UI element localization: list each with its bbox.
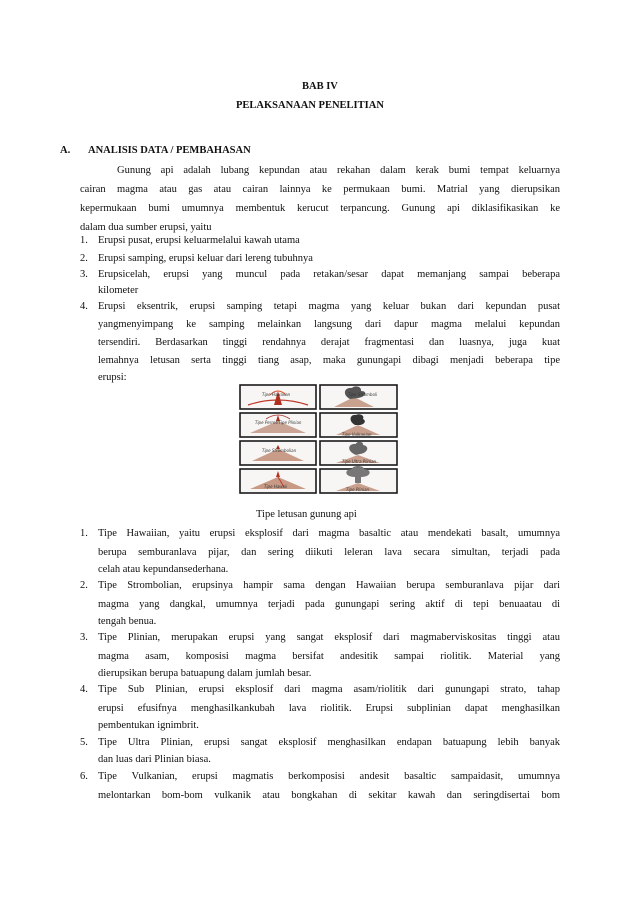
eruption-types-figure xyxy=(238,383,399,495)
list-item-number: 3. xyxy=(80,269,88,280)
list-item-number: 2. xyxy=(80,253,88,264)
section-label: A. xyxy=(60,145,71,156)
list-item: dierupsikan berupa batuapung dalam jumlah besar. xyxy=(98,668,312,679)
eruption-types-illustration xyxy=(238,383,399,495)
list-item: magma yang dangkal, umumnya terjadi pada gunungapi sering aktif di tepi benuaatau di xyxy=(98,599,560,610)
list-item-number: 2. xyxy=(80,580,88,591)
intro-line-4: dalam dua sumber erupsi, yaitu xyxy=(80,222,212,233)
list-item-number: 3. xyxy=(80,632,88,643)
list-item: Erupsi samping, erupsi keluar dari lereng tubuhnya xyxy=(98,253,313,264)
list-item: Erupsi eksentrik, erupsi samping tetapi magma yang keluar bukan dari kepundan pusat xyxy=(98,301,560,312)
list-item-number: 6. xyxy=(80,771,88,782)
list-item: lemahnya letusan serta tinggi tiang asap, maka gunungapi dibagi menjadi beberapa tipe xyxy=(98,355,560,366)
list-item: magma asam, komposisi magma bersifat andesitik sampai riolitik. Material yang xyxy=(98,651,560,662)
panel-label: Tipe Perret/Tipe Plinian xyxy=(255,420,302,425)
list-item: Erupsicelah, erupsi yang muncul pada retakan/sesar dapat memanjang sampai beberapa xyxy=(98,269,560,280)
panel-label: Tipe Strombolian xyxy=(262,448,297,453)
panel-label: Tipe Vulkanian xyxy=(342,432,372,437)
list-item-number: 1. xyxy=(80,528,88,539)
list-item: pembentukan ignimbrit. xyxy=(98,720,199,731)
panel-label: Tipe Stromboli xyxy=(348,392,378,397)
list-item: yangmenyimpang ke samping melainkan langsung dari dapur magma melalui kepundan xyxy=(98,319,560,330)
list-item: tersendiri. Berdasarkan tinggi rendahnya derajat fragmentasi dan luasnya, juga kuat xyxy=(98,337,560,348)
list-item: dan luas dari Plinian biasa. xyxy=(98,754,211,765)
list-item: kilometer xyxy=(98,285,139,296)
chapter-title: BAB IV xyxy=(302,81,338,92)
panel-label: Tipe Plinian xyxy=(346,487,370,492)
figure-caption: Tipe letusan gunung api xyxy=(256,509,357,520)
page-title: PELAKSANAAN PENELITIAN xyxy=(236,100,384,111)
list-item-number: 5. xyxy=(80,737,88,748)
intro-line-1: Gunung api adalah lubang kepundan atau rekahan dalam kerak bumi tempat keluarnya xyxy=(117,165,560,176)
section-title: ANALISIS DATA / PEMBAHASAN xyxy=(88,145,251,156)
list-item-number: 1. xyxy=(80,235,88,246)
list-item: Tipe Ultra Plinian, erupsi sangat eksplosif menghasilkan endapan batuapung lebih banyak xyxy=(98,737,560,748)
panel-label: Tipe Ultra Plinian xyxy=(342,459,377,464)
list-item: Tipe Vulkanian, erupsi magmatis berkomposisi andesit basaltic sampaidasit, umumnya xyxy=(98,771,560,782)
panel-label: Tipe Hawaii xyxy=(264,484,288,489)
list-item: Tipe Plinian, merupakan erupsi yang sangat eksplosif dari magmaberviskositas tinggi atau xyxy=(98,632,560,643)
list-item: tengah benua. xyxy=(98,616,157,627)
list-item: Erupsi pusat, erupsi keluarmelalui kawah utama xyxy=(98,235,300,246)
intro-line-3: kepermukaan bumi umumnya membentuk kerucut terpancung. Gunung api diklasifikasikan ke xyxy=(80,203,560,214)
list-item: erupsi efusifnya menghasilkankubah lava riolitik. Erupsi subplinian dapat menghasilkan xyxy=(98,703,560,714)
list-item-number: 4. xyxy=(80,301,88,312)
list-item: erupsi: xyxy=(98,372,127,383)
list-item: melontarkan bom-bom vulkanik atau bongkahan di sekitar kawah dan seringdisertai bom xyxy=(98,790,560,801)
list-item: Tipe Sub Plinian, erupsi eksplosif dari magma asam/riolitik dari gunungapi strato, tahap xyxy=(98,684,560,695)
list-item: Tipe Hawaiian, yaitu erupsi eksplosif dari magma basaltic atau mendekati basalt, umumnya xyxy=(98,528,560,539)
list-item: Tipe Strombolian, erupsinya hampir sama dengan Hawaiian berupa semburanlava pijar dari xyxy=(98,580,560,591)
panel-label: Tipe Hawaiian xyxy=(262,392,291,397)
list-item: berupa semburanlava pijar, dan sering diikuti leleran lava secara simultan, terjadi pada xyxy=(98,547,560,558)
list-item-number: 4. xyxy=(80,684,88,695)
list-item: celah atau kepundansederhana. xyxy=(98,564,229,575)
intro-line-2: cairan magma atau gas atau cairan lainnya ke permukaan bumi. Matrial yang dierupsikan xyxy=(80,184,560,195)
